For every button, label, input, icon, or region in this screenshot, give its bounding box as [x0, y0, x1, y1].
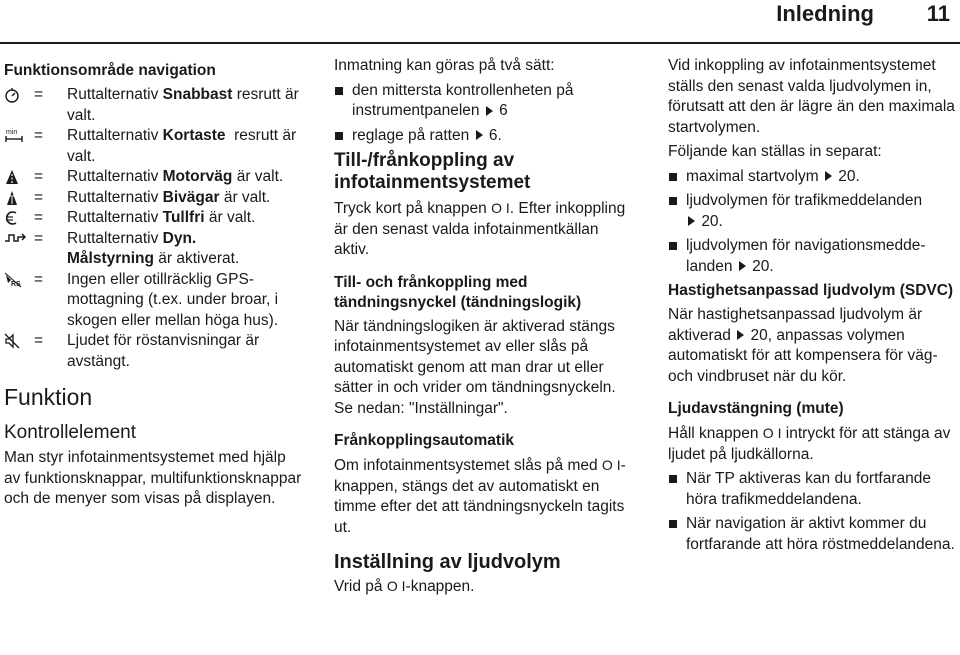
icon-legend-row — [4, 331, 304, 372]
onoff-text: Tryck kort på knappen O I. Efter inkoppling är den senast valda infotainmentkällan aktiv. — [334, 200, 626, 258]
onoff-heading: Till-/frånkoppling av infotainmentsystemet — [334, 150, 531, 193]
toll-free-icon — [4, 208, 34, 228]
reference-arrow-icon — [486, 106, 493, 116]
column-middle — [334, 56, 634, 598]
volume-intro: Vid inkoppling av infotainmentsystemet ställs den senast valda ljudvolymen in, förutsatt att den är lägre än den maximala startvolymen. — [668, 57, 955, 136]
equals-sign: = — [34, 332, 44, 349]
volume-heading: Inställning av ljudvolym — [334, 551, 561, 573]
icon-legend-row — [4, 85, 304, 126]
list-item: När TP aktiveras kan du fortfarande höra trafikmeddelandena. — [668, 469, 960, 510]
no-gps-icon — [4, 270, 34, 290]
power-button-icon: O I — [386, 578, 406, 594]
icon-legend-row — [4, 167, 304, 188]
sdvc-text: När hastighetsanpassad ljudvolym är aktiverad 20, anpassas volymen automatiskt för att kompensera för väg- och vindbruset när du kör. — [668, 306, 938, 385]
sdvc-heading: Hastighetsanpassad ljudvolym (SDVC) — [668, 282, 954, 299]
header-rule — [0, 42, 960, 44]
volume-text: Vrid på O I-knappen. — [334, 578, 475, 595]
svg-text:RS: RS — [11, 280, 21, 288]
nav-area-heading: Funktionsområde navigation — [4, 62, 216, 79]
list-item: reglage på ratten 6. — [334, 126, 634, 147]
mute-heading: Ljudavstängning (mute) — [668, 400, 844, 417]
icon-legend-text: Ruttalternativ Tullfri är valt. — [67, 209, 256, 226]
speaker-muted-icon — [4, 331, 34, 351]
icon-legend-row — [4, 229, 304, 270]
equals-sign: = — [34, 127, 44, 144]
list-item: den mittersta kontrollenheten på instrumentpanelen 6 — [334, 81, 634, 122]
ignition-text: När tändningslogiken är aktiverad stängs infotainmentsystemet av eller slås på automatiskt genom att man drar ut eller sätter in och vrider om tändningsnyckeln. Se nedan: "Inställningar". — [334, 317, 616, 417]
icon-legend-text: Ingen eller otillräcklig GPS-mottagning (t.ex. under broar, i skogen eller mellan höga hus). — [67, 270, 279, 329]
auto-off-heading: Frånkopplingsautomatik — [334, 432, 514, 449]
equals-sign: = — [34, 168, 44, 185]
equals-sign: = — [34, 209, 44, 226]
equals-sign: = — [34, 188, 44, 206]
icon-legend-text: Ruttalternativ Motorväg är valt. — [67, 168, 284, 185]
icon-legend-row — [4, 270, 304, 332]
icon-legend-text: Ruttalternativ Bivägar är valt. — [67, 188, 271, 206]
reference-arrow-icon — [476, 130, 483, 140]
input-methods-list — [334, 81, 634, 147]
funktion-heading: Funktion — [4, 384, 93, 410]
list-item: ljudvolymen för trafikmeddelanden 20. — [668, 191, 960, 232]
shortest-route-icon-label: min — [6, 129, 18, 136]
kontroll-heading: Kontrollelement — [4, 422, 137, 443]
icon-legend-text: Ruttalternativ Kortaste resrutt är valt. — [67, 127, 297, 165]
icon-legend-row — [4, 188, 304, 209]
mute-text: Håll knappen O I intryckt för att stänga av ljudet på ljudkällorna. — [668, 425, 951, 463]
power-button-icon: O I — [762, 425, 782, 441]
page-header — [0, 0, 960, 43]
page-number: 11 — [926, 1, 950, 26]
icon-legend-row — [4, 126, 304, 167]
auto-off-text: Om infotainmentsystemet slås på med O I-knappen, stängs det av automatiskt en timme efter det att tändningsnyckeln tagits ut. — [334, 457, 626, 536]
reference-arrow-icon — [737, 330, 744, 340]
column-left — [4, 61, 304, 510]
mute-notes-list — [668, 469, 960, 555]
stopwatch-icon — [4, 85, 34, 105]
equals-sign: = — [34, 270, 44, 288]
reference-arrow-icon — [688, 216, 695, 226]
icon-legend-text: Ljudet för röstanvisningar är avstängt. — [67, 332, 260, 370]
kontroll-text: Man styr infotainmentsystemet med hjälp av funktionsknappar, multifunktionsknappar och de menyer som visas på displayen. — [4, 449, 302, 507]
separate-settings-intro: Följande kan ställas in separat: — [668, 143, 882, 160]
ignition-heading: Till- och frånkoppling med tändningsnyckel (tändningslogik) — [334, 273, 582, 311]
icon-legend-text: Ruttalternativ Dyn. Målstyrning är aktiverat. — [67, 229, 240, 267]
list-item: När navigation är aktivt kommer du fortfarande att höra röstmeddelandena. — [668, 514, 960, 555]
column-right — [668, 56, 960, 559]
country-road-icon — [4, 188, 34, 208]
icon-legend-row — [4, 208, 304, 229]
power-button-icon: O I — [601, 457, 621, 473]
reference-arrow-icon — [739, 261, 746, 271]
list-item: ljudvolymen för navigationsmeddelanden 20. — [668, 236, 960, 277]
section-title: Inledning — [776, 1, 874, 26]
input-intro: Inmatning kan göras på två sätt: — [334, 57, 555, 74]
equals-sign: = — [34, 229, 44, 247]
power-button-icon: O I — [491, 200, 510, 216]
equals-sign: = — [34, 86, 44, 103]
icon-legend-text: Ruttalternativ Snabbast resrutt är valt. — [67, 86, 299, 124]
list-item: maximal startvolym 20. — [668, 167, 960, 188]
reference-arrow-icon — [825, 171, 832, 181]
dynamic-route-icon — [4, 229, 34, 249]
motorway-icon — [4, 167, 34, 187]
shortest-route-icon — [4, 126, 34, 146]
separate-settings-list — [668, 167, 960, 278]
